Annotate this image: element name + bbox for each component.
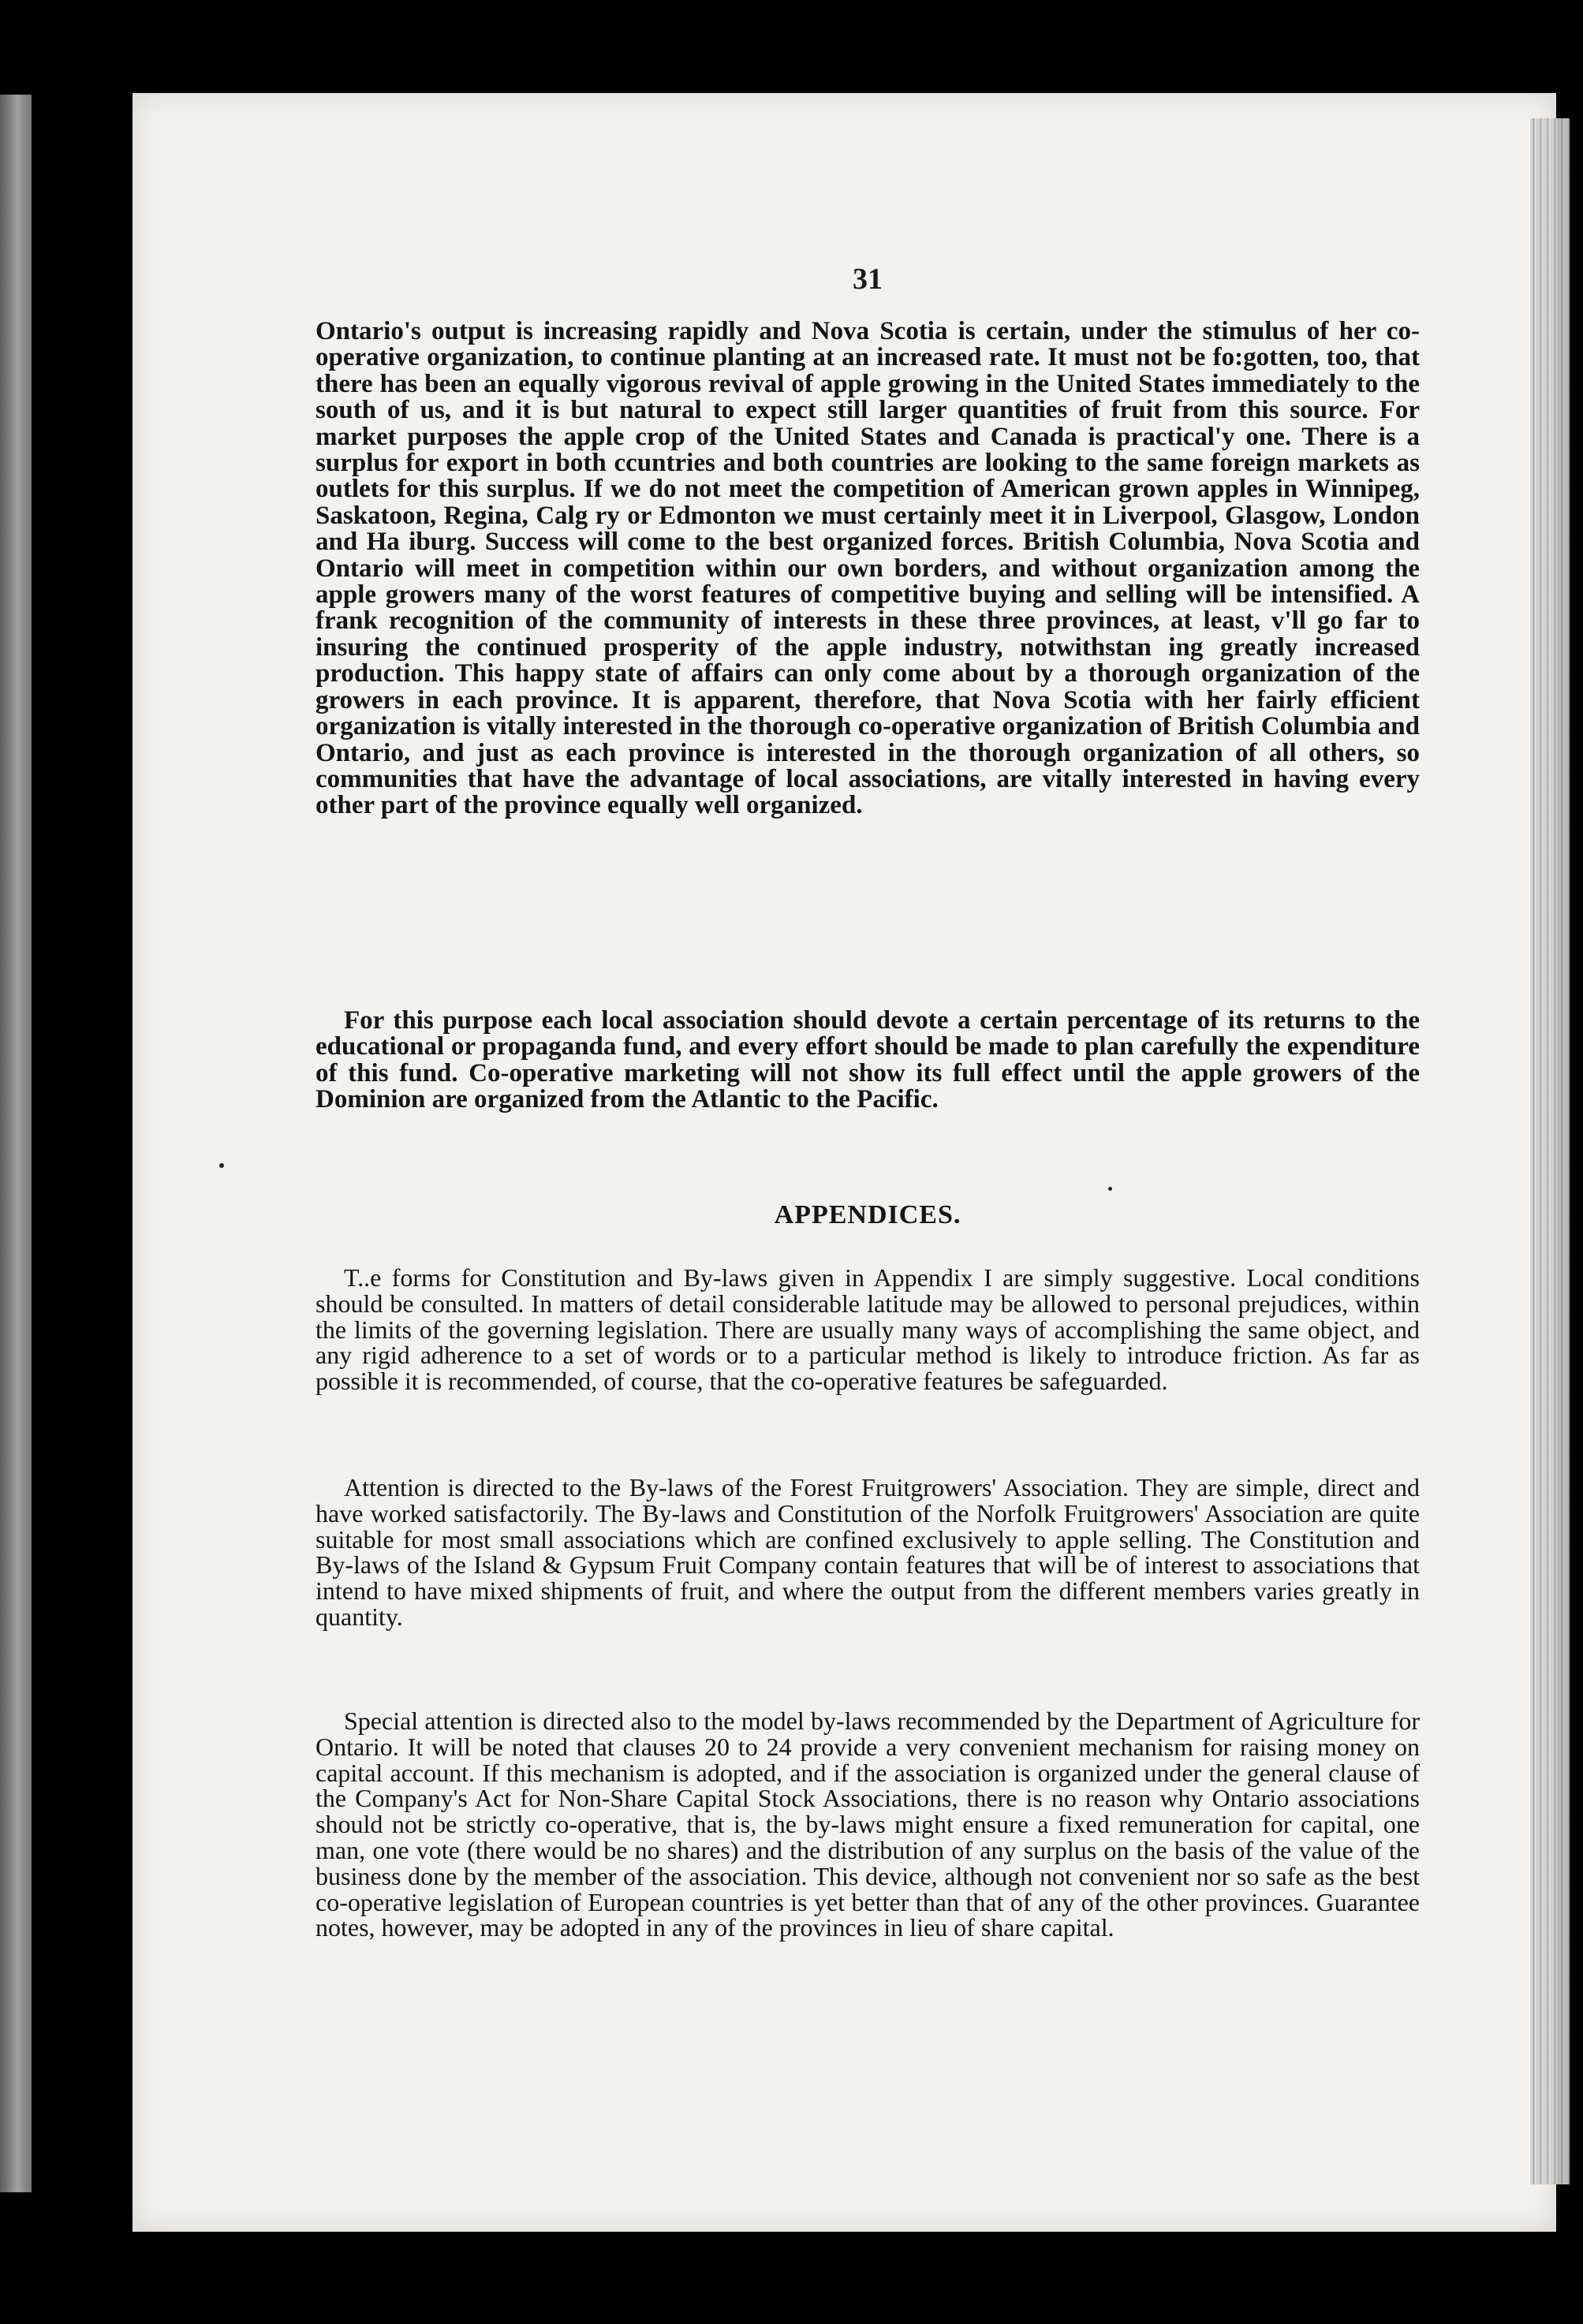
adjacent-page-edge [0, 95, 32, 2192]
paragraph-text: Ontario's output is increasing rapidly and Nova Scotia is certain, under the stimulus of her co-operative organization, to continue planting at an increased rate. It must not be fo:gotten, too, that there has been an equally vigorous revival of apple growing in the United States immediately to the south of us, and it is but natural to expect still larger quantities of fruit from this source. For market purposes the apple crop of the United States and Canada is practical'y one. There is a surplus for export in both ccuntries and both countries are looking to the same foreign markets as outlets for this surplus. If we do not meet the competition of American grown apples in Winnipeg, Saskatoon, Regina, Calg ry or Edmonton we must certainly meet it in Liverpool, Glasgow, London and Ha iburg. Success will come to the best organized forces. British Columbia, Nova Scotia and Ontario will meet in competition within our own borders, and without organization among the apple growers many of the worst features of competitive buying and selling will be intensified. A frank recognition of the community of interests in these three provinces, at least, v'll go far to insuring the continued prosperity of the apple industry, notwithstan ing greatly increased production. This happy state of affairs can only come about by a thorough organization of the growers in each province. It is apparent, therefore, that Nova Scotia with her fairly efficient organization is vitally interested in the thorough co-operative organization of British Columbia and Ontario, and just as each province is interested in the thorough organization of all others, so communities that have the advantage of local associations, are vitally interested in having every other part of the province equally well organized. [315, 317, 1420, 820]
book-page-stack-edge [1530, 118, 1570, 2184]
page-number: 31 [853, 263, 883, 296]
paragraph-text: T..e forms for Constitution and By-laws given in Appendix I are simply suggestive. Local conditions should be consulted. In matters of detail considerable latitude may be allowed to personal prejudices, within the limits of the governing legislation. There are usually many ways of accomplishing the same object, and any rigid adherence to a set of words or to a particular method is likely to introduce friction. As far as possible it is recommended, of course, that the co-operative features be safeguarded. [315, 1263, 1420, 1396]
paragraph-text: Special attention is directed also to the model by-laws recommended by the Department of Agriculture for Ontario. It will be noted that clauses 20 to 24 provide a very convenient mechanism for raising money on capital account. If this mechanism is adopted, and if the association is organized under the general clause of the Company's Act for Non-Share Capital Stock Associations, there is no reason why Ontario associations should not be strictly co-operative, that is, the by-laws might ensure a fixed remuneration for capital, one man, one vote (there would be no shares) and the distribution of any surplus on the basis of the value of the business done by the member of the association. This device, although not convenient nor so safe as the best co-operative legislation of European countries is yet better than that of any of the other provinces. Guarantee notes, however, may be adopted in any of the provinces in lieu of share capital. [315, 1707, 1420, 1942]
section-heading-appendices: APPENDICES. [774, 1200, 961, 1229]
paragraph-forest-fruitgrowers [315, 1475, 1420, 1630]
paragraph-local-association [315, 1008, 1420, 1114]
paragraph-forms-constitution [315, 1265, 1420, 1394]
scan-speck [219, 1163, 224, 1168]
paragraph-text: Attention is directed to the By-laws of the Forest Fruitgrowers' Association. They are simple, direct and have worked satisfactorily. The By-laws and Constitution of the Norfolk Fruitgrowers' Association are quite suitable for most small associations which are confined exclusively to apple selling. The Constitution and By-laws of the Island & Gypsum Fruit Company contain features that will be of interest to associations that intend to have mixed shipments of fruit, and where the output from the different members varies greatly in quantity. [315, 1473, 1420, 1631]
paragraph-ontario-output [315, 319, 1420, 819]
paragraph-text: For this purpose each local association should devote a certain percentage of its returns to the educational or propaganda fund, and every effort should be made to plan carefully the expenditure of this fund. Co-operative marketing will not show its full effect until the apple growers of the Dominion are organized from the Atlantic to the Pacific. [315, 1006, 1420, 1114]
scan-speck [1108, 1187, 1112, 1191]
paragraph-model-bylaws [315, 1708, 1420, 1941]
